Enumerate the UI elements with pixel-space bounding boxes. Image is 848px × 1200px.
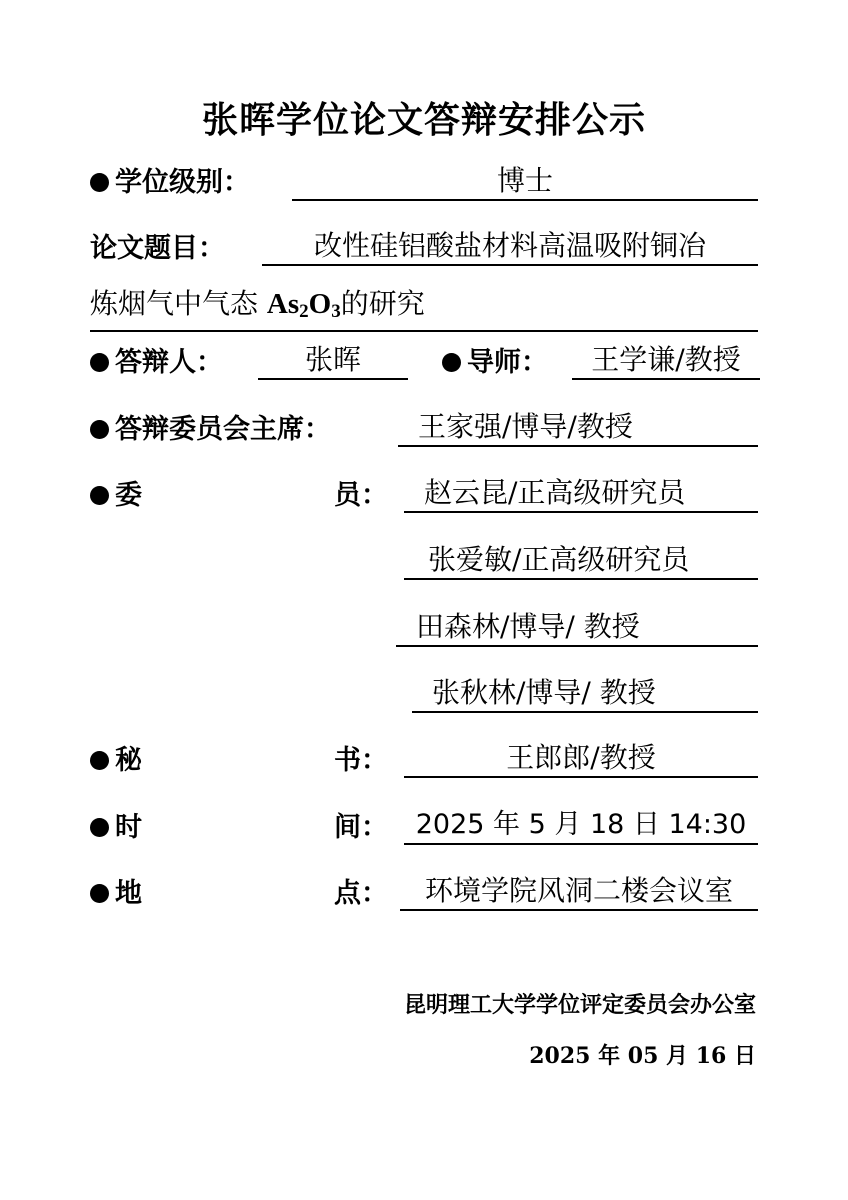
member-3: 田森林/博导/ 教授 (396, 609, 758, 647)
bullet-icon (90, 420, 109, 439)
chemical-formula (267, 288, 341, 320)
bullet-icon (90, 486, 109, 505)
respondent-label: 答辩人： (115, 347, 223, 378)
formula-element-as: As (266, 288, 300, 320)
members-label-left: 委 (115, 480, 142, 511)
place-label-left: 地 (115, 878, 142, 909)
formula-subscript-as: 2 (299, 301, 309, 322)
bullet-icon (442, 353, 461, 372)
bullet-icon (90, 818, 109, 837)
time-label-left-row (90, 811, 142, 845)
members-label-right: 员： (334, 480, 388, 511)
bullet-icon (90, 353, 109, 372)
member-2: 张爱敏/正高级研究员 (404, 542, 758, 580)
bullet-icon (90, 173, 109, 192)
thesis-title-line2 (90, 286, 758, 332)
secretary-label-right: 书： (334, 745, 388, 776)
advisor-value: 王学谦/教授 (572, 342, 760, 380)
chair-label-row (90, 413, 331, 447)
time-value: 2025 年 5 月 18 日 14:30 (404, 807, 758, 845)
place-value: 环境学院风洞二楼会议室 (400, 873, 758, 911)
place-label-left-row (90, 877, 142, 911)
degree-label-row (90, 166, 250, 200)
respondent-value: 张晖 (258, 342, 408, 380)
page-title: 张晖学位论文答辩安排公示 (201, 100, 646, 141)
chair-value: 王家强/博导/教授 (398, 409, 758, 447)
footer-date: 2025 年 05 月 16 日 (529, 1043, 756, 1069)
members-label-left-row (90, 479, 142, 513)
formula-subscript-o: 3 (331, 301, 341, 322)
footer-organization: 昆明理工大学学位评定委员会办公室 (403, 992, 756, 1018)
thesis-label: 论文题目： (90, 233, 225, 264)
thesis-title-line1: 改性硅铝酸盐材料高温吸附铜冶 (262, 228, 758, 266)
respondent-label-row (90, 346, 223, 380)
member-1: 赵云昆/正高级研究员 (404, 475, 758, 513)
advisor-label-row (442, 346, 548, 380)
degree-value: 博士 (292, 163, 758, 201)
formula-element-o: O (308, 288, 332, 320)
secretary-label-left-row (90, 744, 142, 778)
advisor-label: 导师： (467, 347, 548, 378)
time-label-right: 间： (334, 812, 388, 843)
thesis-title-line2-prefix: 炼烟气中气态 (90, 287, 267, 320)
secretary-label-left: 秘 (115, 745, 142, 776)
chair-label: 答辩委员会主席： (115, 414, 331, 445)
degree-label: 学位级别： (115, 167, 250, 198)
member-4: 张秋林/博导/ 教授 (412, 675, 758, 713)
secretary-value: 王郎郎/教授 (404, 740, 758, 778)
bullet-icon (90, 751, 109, 770)
thesis-title-line2-suffix: 的研究 (340, 287, 425, 320)
bullet-icon (90, 884, 109, 903)
place-label-right: 点： (334, 878, 388, 909)
time-label-left: 时 (115, 812, 142, 843)
